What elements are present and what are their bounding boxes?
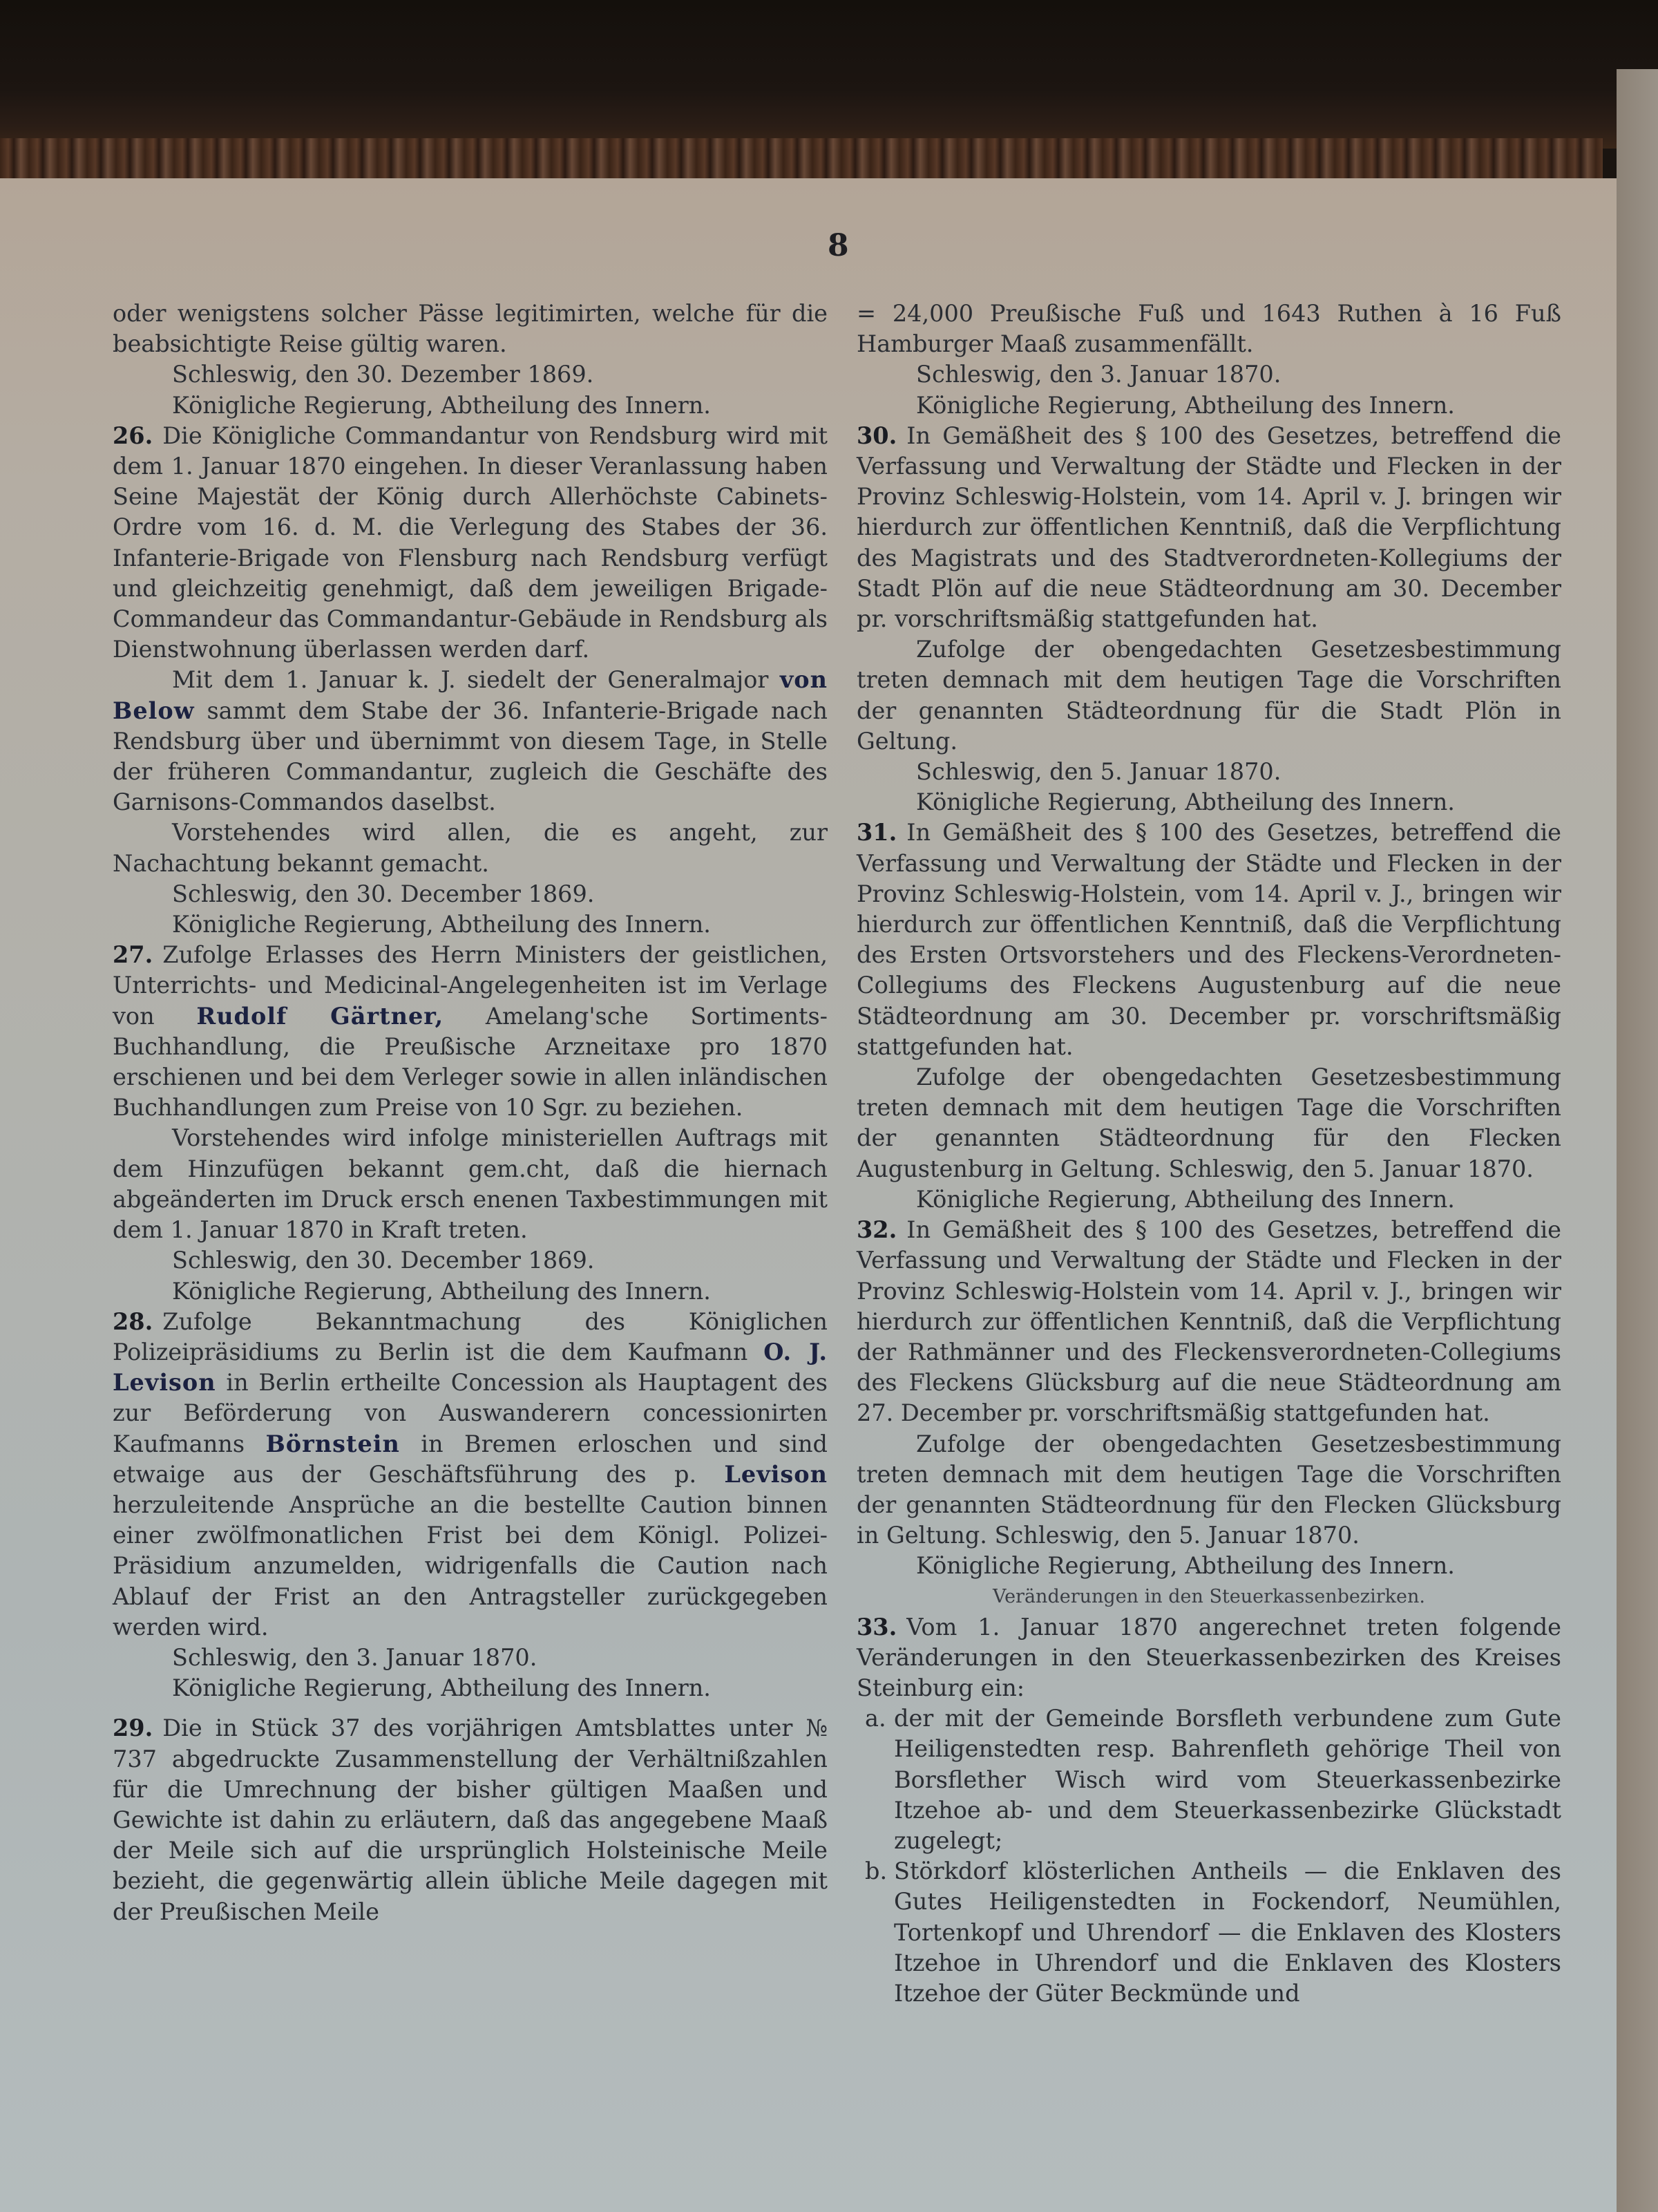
section-29 xyxy=(113,1713,828,1927)
person-name: Levison xyxy=(724,1460,828,1488)
section-text: Amelang'sche Sortiments-Buchhandlung, die Preußische Arzneitaxe pro 1870 erschienen und bei dem Verleger sowie in allen inländischen Buchhandlungen zum Preise von 10 Sgr. zu beziehen. xyxy=(113,1002,828,1122)
dark-background xyxy=(0,0,1658,149)
person-name: O. J. Levison xyxy=(113,1338,828,1397)
section-text: Mit dem 1. Januar k. J. siedelt der Generalmajor xyxy=(172,666,769,694)
place-date: Schleswig, den 30. December 1869. xyxy=(172,880,595,907)
place-date: Schleswig, den 30. December 1869. xyxy=(172,1247,595,1274)
section-text: in Berlin ertheilte Concession als Hauptagent des zur Beförderung von Auswanderern concessionirten Kaufmanns xyxy=(113,1369,828,1457)
section-text: Vorstehendes wird infolge ministeriellen Auftrags mit dem Hinzufügen bekannt gem.cht, daß die hiernach abgeänderten im Druck ersch enenen Taxbestimmungen mit dem 1. Januar 1870 in Kraft treten. xyxy=(113,1124,828,1244)
section-text: Vorstehendes wird allen, die es angeht, zur Nachachtung bekannt gemacht. xyxy=(113,819,828,877)
section-heading: Veränderungen in den Steuerkassenbezirken. xyxy=(993,1585,1425,1607)
section-27 xyxy=(113,940,828,1306)
section-text: = 24,000 Preußische Fuß und 1643 Ruthen à 16 Fuß Hamburger Maaß zusammenfällt. xyxy=(857,300,1561,358)
place-date: Schleswig, den 3. Januar 1870. xyxy=(916,361,1281,388)
section-text: Zufolge Bekanntmachung des Königlichen Polizeipräsidiums zu Berlin ist die dem Kaufmann xyxy=(113,1307,828,1365)
section-text: Die Königliche Commandantur von Rendsburg wird mit dem 1. Januar 1870 eingehen. In dieser Veranlassung haben Seine Majestät der König durch Allerhöchste Cabinets-Ordre vom 16. d. M. die Verlegung des Stabes der 36. Infanterie-Brigade von Flensburg nach Rendsburg verfügt und gleichzeitig genehmigt, daß dem jeweiligen Brigade-Commandeur das Commandantur-Gebäude in Rendsburg als Dienstwohnung überlassen werden darf. xyxy=(113,422,828,663)
section-30 xyxy=(857,421,1561,818)
section-text: In Gemäßheit des § 100 des Gesetzes, betreffend die Verfassung und Verwaltung der Städte und Flecken in der Provinz Schleswig-Holstein vom 14. April v. J., bringen wir hierdurch zur öffentlichen Kenntniß, daß die Verpflichtung der Rathmänner und des Fleckensverordneten-Collegiums des Fleckens Glücksburg auf die neue Städteordnung am 27. December pr. vorschriftsmäßig stattgefunden hat. xyxy=(857,1216,1561,1427)
authority-signature: Königliche Regierung, Abtheilung des Innern. xyxy=(172,911,711,938)
section-33 xyxy=(857,1582,1561,2010)
section-text: In Gemäßheit des § 100 des Gesetzes, betreffend die Verfassung und Verwaltung der Städte und Flecken in der Provinz Schleswig-Holstein, vom 14. April v. J. bringen wir hierdurch zur öffentlichen Kenntniß, daß die Verpflichtung des Magistrats und des Stadtverordneten-Kollegiums der Stadt Plön auf die neue Städteordnung am 30. December pr. vorschriftsmäßig stattgefunden hat. xyxy=(857,422,1561,633)
section-number: 26. xyxy=(113,422,153,449)
section-text: Vom 1. Januar 1870 angerechnet treten folgende Veränderungen in den Steuerkassenbezirken des Kreises Steinburg ein: xyxy=(857,1613,1561,1701)
authority-signature: Königliche Regierung, Abtheilung des Innern. xyxy=(172,391,711,419)
authority-signature: Königliche Regierung, Abtheilung des Innern. xyxy=(916,788,1455,816)
left-column xyxy=(113,299,828,1927)
place-date: Schleswig, den 3. Januar 1870. xyxy=(172,1643,537,1671)
section-text: In Gemäßheit des § 100 des Gesetzes, betreffend die Verfassung und Verwaltung der Städte und Flecken in der Provinz Schleswig-Holstein, vom 14. April v. J., bringen wir hierdurch zur öffentlichen Kenntniß, daß die Verpflichtung des Ersten Ortsvorstehers und des Fleckens-Verordneten-Collegiums des Fleckens Augustenburg auf die neue Städteordnung am 30. December pr. vorschriftsmäßig stattgefunden hat. xyxy=(857,819,1561,1060)
book-spine-edge xyxy=(0,138,1603,183)
right-column xyxy=(857,299,1561,2009)
person-name: von Below xyxy=(113,666,828,724)
section-number: 29. xyxy=(113,1714,153,1742)
person-name: Rudolf Gärtner, xyxy=(196,1002,444,1030)
list-marker: b. xyxy=(865,1857,888,1885)
list-item xyxy=(857,1856,1561,2009)
list-item xyxy=(857,1703,1561,1856)
section-text: sammt dem Stabe der 36. Infanterie-Brigade nach Rendsburg über und übernimmt von diesem Tage, in Stelle der früheren Commandantur, zugleich die Geschäfte des Garnisons-Commandos daselbst. xyxy=(113,697,828,816)
section-text: Die in Stück 37 des vorjährigen Amtsblattes unter № 737 abgedruckte Zusammenstellung der Verhältnißzahlen für die Umrechnung der bisher gültigen Maaßen und Gewichte ist dahin zu erläutern, daß das angegebene Maaß der Meile sich auf die ursprünglich Holsteinische Meile bezieht, die gegenwärtig allein übliche Meile dagegen mit der Preußischen Meile xyxy=(113,1714,828,1925)
authority-signature: Königliche Regierung, Abtheilung des Innern. xyxy=(172,1277,711,1305)
section-number: 27. xyxy=(113,941,153,969)
section-number: 31. xyxy=(857,819,897,847)
authority-signature: Königliche Regierung, Abtheilung des Innern. xyxy=(172,1674,711,1702)
section-text: herzuleitende Ansprüche an die bestellte Caution binnen einer zwölfmonatlichen Frist bei dem Königl. Polizei-Präsidium anzumelden, widrigenfalls die Caution nach Ablauf der Frist an den Antragsteller zurückgegeben werden wird. xyxy=(113,1491,828,1641)
section-text: Zufolge Erlasses des Herrn Ministers der geistlichen, Unterrichts- und Medicinal-Angelegenheiten ist im Verlage von xyxy=(113,941,828,1030)
section-29-continued xyxy=(857,299,1561,421)
place-date: Schleswig, den 5. Januar 1870. xyxy=(916,758,1281,786)
section-number: 33. xyxy=(857,1613,897,1641)
section-text: Zufolge der obengedachten Gesetzesbestimmung treten demnach mit dem heutigen Tage die Vorschriften der genannten Städteordnung für den Flecken Glücksburg in Geltung. Schleswig, den 5. Januar 1870. xyxy=(857,1430,1561,1549)
page-number: 8 xyxy=(828,228,849,263)
list-item-text: der mit der Gemeinde Borsfleth verbundene zum Gute Heiligenstedten resp. Bahrenfleth gehörige Theil von Borsflether Wisch wird vom Steuerkassenbezirke Itzehoe ab- und dem Steuerkassenbezirke Glückstadt zugelegt; xyxy=(894,1705,1561,1854)
section-number: 28. xyxy=(113,1307,153,1335)
section-text: Zufolge der obengedachten Gesetzesbestimmung treten demnach mit dem heutigen Tage die Vorschriften der genannten Städteordnung für den Flecken Augustenburg in Geltung. Schleswig, den 5. Januar 1870. xyxy=(857,1064,1561,1182)
list-marker: a. xyxy=(865,1705,886,1732)
section-text: Zufolge der obengedachten Gesetzesbestimmung treten demnach mit dem heutigen Tage die Vorschriften der genannten Städteordnung für die Stadt Plön in Geltung. xyxy=(857,636,1561,755)
section-32 xyxy=(857,1215,1561,1581)
place-date: Schleswig, den 30. Dezember 1869. xyxy=(172,361,594,388)
authority-signature: Königliche Regierung, Abtheilung des Innern. xyxy=(916,1552,1455,1580)
section-number: 30. xyxy=(857,422,897,449)
section-31 xyxy=(857,817,1561,1215)
section-28 xyxy=(113,1307,828,1704)
intro-text: oder wenigstens solcher Pässe legitimirten, welche für die beabsichtigte Reise gültig waren. xyxy=(113,300,828,358)
authority-signature: Königliche Regierung, Abtheilung des Innern. xyxy=(916,391,1455,419)
section-26 xyxy=(113,421,828,940)
section-text: in Bremen erloschen und sind etwaige aus der Geschäftsführung des p. xyxy=(113,1430,828,1488)
section-number: 32. xyxy=(857,1216,897,1244)
adjacent-page-edge xyxy=(1617,69,1658,2212)
list-item-text: Störkdorf klösterlichen Antheils — die Enklaven des Gutes Heiligenstedten in Fockendorf, Neumühlen, Tortenkopf und Uhrendorf — die Enklaven des Klosters Itzehoe in Uhrendorf und die Enklaven des Klosters Itzehoe der Güter Beckmünde und xyxy=(894,1857,1561,2007)
person-name: Börnstein xyxy=(265,1430,400,1457)
authority-signature: Königliche Regierung, Abtheilung des Innern. xyxy=(916,1185,1455,1213)
